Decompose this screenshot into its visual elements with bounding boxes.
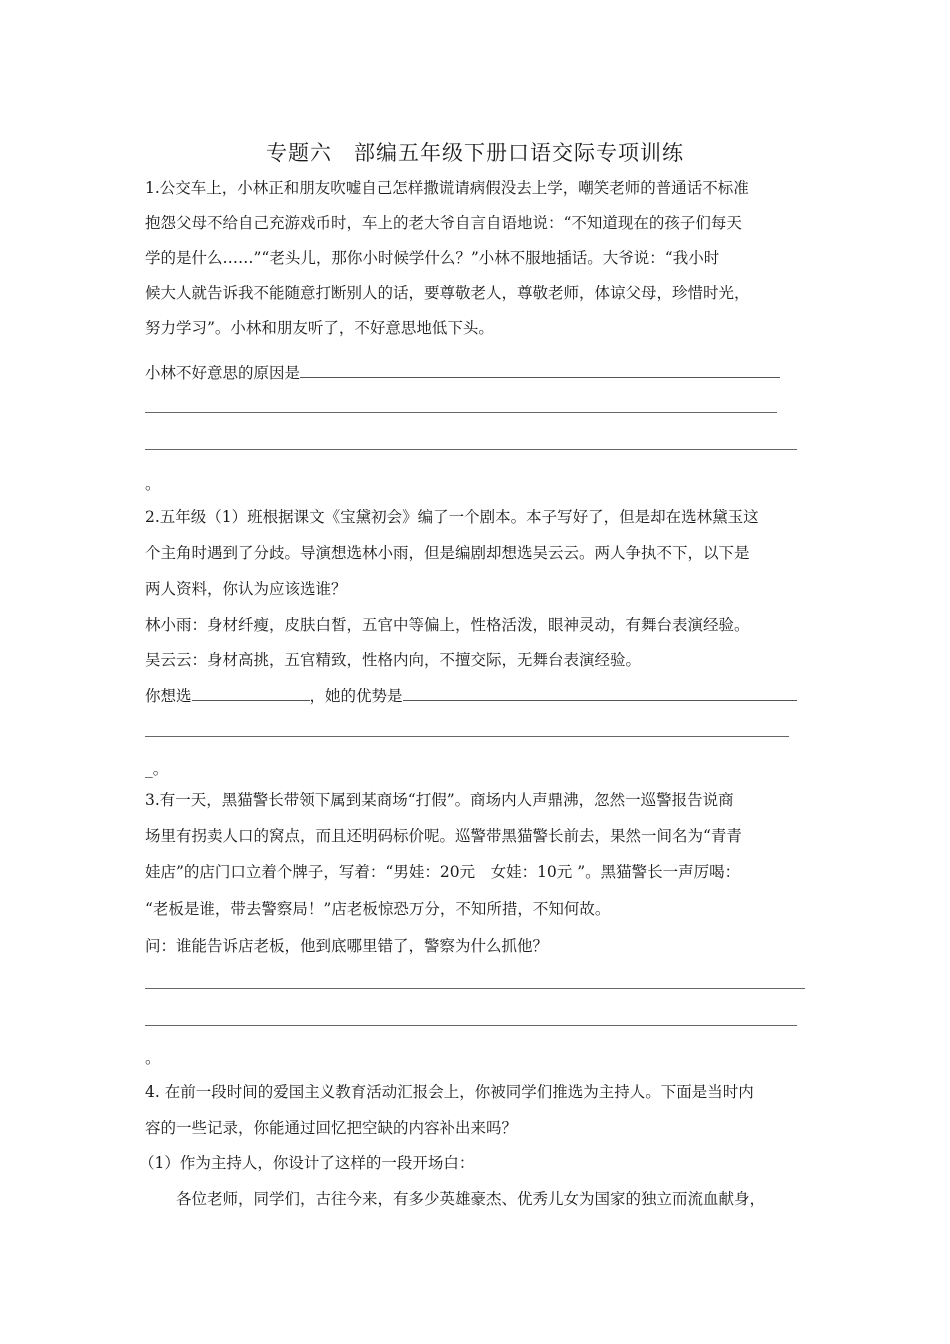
q2-prompt-advantage: ，她的优势是 (309, 687, 403, 705)
q1-line-5: 努力学习”。小林和朋友听了，不好意思地低下头。 (145, 319, 494, 337)
q1-answer-blank[interactable] (300, 361, 780, 378)
q2-prompt-choice: 你想选 (145, 687, 192, 705)
q3-line-1: 3.有一天，黑猫警长带领下属到某商场“打假”。商场内人声鼎沸，忽然一巡警报告说商 (145, 791, 734, 809)
q1-line-3: 学的是什么……”“老头儿，那你小时候学什么？”小林不服地插话。大爷说：“我小时 (145, 249, 720, 267)
q2-end-mark: _。 (145, 760, 169, 778)
q2-line-2: 个主角时遇到了分歧。导演想选林小雨，但是编剧却想选吴云云。两人争执不下，以下是 (145, 544, 750, 562)
q3-answer-rule-1[interactable] (145, 988, 805, 989)
q1-line-1: 1.公交车上，小林正和朋友吹嘘自己怎样撒谎请病假没去上学，嘲笑老师的普通话不标准 (145, 179, 749, 197)
page-title: 专题六 部编五年级下册口语交际专项训练 (266, 141, 684, 165)
q2-line-5: 吴云云：身材高挑，五官精致，性格内向，不擅交际，无舞台表演经验。 (145, 651, 642, 669)
q2-line-1: 2.五年级（1）班根据课文《宝黛初会》编了一个剧本。本子写好了，但是却在选林黛玉这 (145, 508, 759, 526)
q3-line-5: 问：谁能告诉店老板，他到底哪里错了，警察为什么抓他？ (145, 937, 549, 955)
q1-line-2: 抱怨父母不给自己充游戏币时，车上的老大爷自言自语地说：“不知道现在的孩子们每天 (145, 214, 742, 232)
q2-answer-line (145, 684, 797, 707)
q2-line-4: 林小雨：身材纤瘦，皮肤白皙，五官中等偏上，性格活泼，眼神灵动，有舞台表演经验。 (145, 616, 750, 634)
q2-choice-blank[interactable] (192, 684, 310, 701)
q1-prompt: 小林不好意思的原因是 (145, 364, 301, 382)
q1-answer-rule-1[interactable] (145, 412, 777, 413)
q3-end-mark: 。 (145, 1049, 161, 1067)
q1-answer-line (145, 361, 780, 384)
q2-advantage-blank[interactable] (403, 684, 797, 701)
q4-line-1: 4. 在前一段时间的爱国主义教育活动汇报会上，你被同学们推选为主持人。下面是当时内 (145, 1083, 754, 1101)
q3-line-2: 场里有拐卖人口的窝点，而且还明码标价呢。巡警带黑猫警长前去，果然一间名为“青青 (145, 827, 742, 845)
q1-line-4: 候大人就告诉我不能随意打断别人的话，要尊敬老人，尊敬老师，体谅父母，珍惜时光， (145, 284, 750, 302)
q3-answer-rule-2[interactable] (145, 1025, 797, 1026)
q1-answer-rule-2[interactable] (145, 449, 797, 450)
q2-answer-rule[interactable] (145, 736, 789, 737)
q4-line-3: （1）作为主持人，你设计了这样的一段开场白： (139, 1154, 475, 1172)
q2-line-3: 两人资料，你认为应该选谁？ (145, 580, 347, 598)
q4-line-2: 容的一些记录，你能通过回忆把空缺的内容补出来吗？ (145, 1119, 518, 1137)
q3-line-3: 娃店”的店门口立着个牌子，写着：“男娃：20元 女娃：10元 ”。黑猫警长一声厉喝： (145, 863, 741, 881)
q3-line-4: “老板是谁，带去警察局！”店老板惊恐万分，不知所措，不知何故。 (145, 900, 611, 918)
q4-line-4: 各位老师，同学们，古往今来，有多少英雄豪杰、优秀儿女为国家的独立而流血献身， (145, 1190, 766, 1208)
q1-end-mark: 。 (145, 475, 161, 493)
